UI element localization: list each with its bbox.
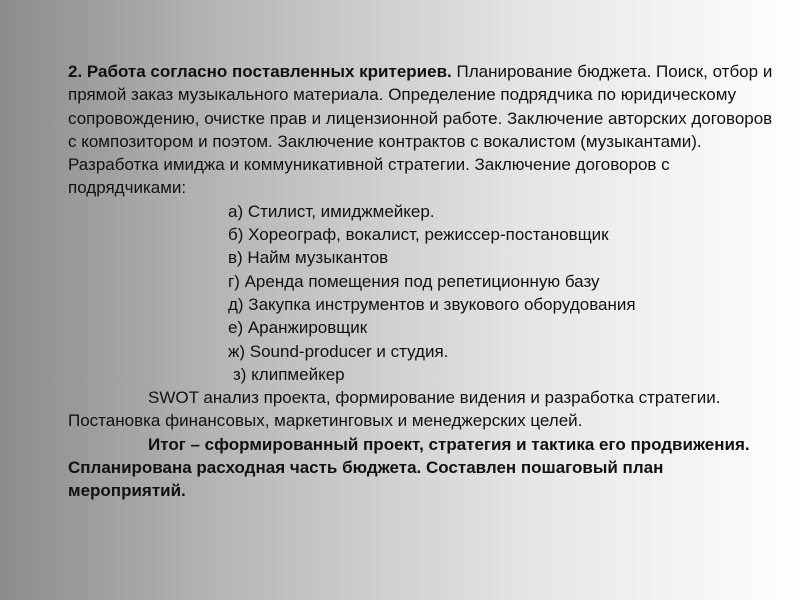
list-item: з) клипмейкер — [233, 364, 345, 384]
list-item: г) Аренда помещения под репетиционную базу — [228, 271, 600, 291]
list-item: в) Найм музыкантов — [228, 248, 389, 268]
list-item: а) Стилист, имиджмейкер. — [228, 201, 435, 221]
list-item: д) Закупка инструментов и звукового оборудования — [228, 294, 636, 314]
intro-text: Планирование бюджета. Поиск, отбор и прямой заказ музыкального материала. Определение подрядчика по юридическому сопровождению, очистке прав и лицензионной работе. Заключение авторских договоров с композитором и поэтом. Заключение контрактов с вокалистом (музыкантами). Разработка имиджа и коммуникативной стратегии. Заключение договоров с подрядчиками: — [68, 62, 773, 198]
slide-content — [68, 60, 778, 503]
summary-paragraph: Итог – сформированный проект, стратегия и тактика его продвижения. Спланирована расходная часть бюджета. Составлен пошаговый план мероприятий. — [68, 434, 750, 501]
intro-paragraph — [68, 60, 778, 200]
intro-heading: 2. Работа согласно поставленных критериев. — [68, 62, 452, 81]
list-item: б) Хореограф, вокалист, режиссер-постановщик — [228, 225, 609, 245]
list-item: е) Аранжировщик — [228, 318, 368, 338]
contractor-list — [68, 200, 778, 386]
swot-paragraph: SWOT анализ проекта, формирование видения и разработка стратегии. Постановка финансовых, маркетинговых и менеджерских целей. — [68, 388, 721, 431]
list-item: ж) Sound-producer и студия. — [228, 341, 449, 361]
